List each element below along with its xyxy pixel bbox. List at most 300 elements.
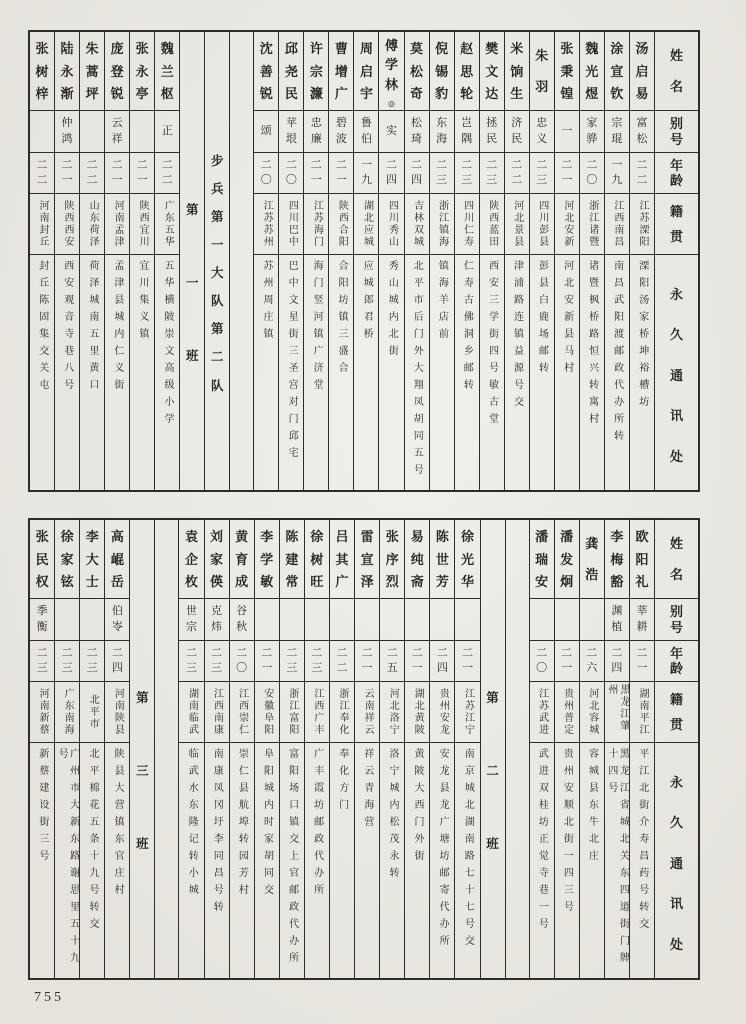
alias-cell	[330, 599, 354, 641]
name-cell	[580, 520, 604, 599]
address-cell	[530, 255, 554, 490]
person-address: 安龙县龙广塘坊邮寄代办所	[437, 748, 449, 952]
name-cell	[430, 520, 454, 599]
person-name: 刘 家 偀	[210, 528, 224, 590]
person-name: 莫 松 奇	[410, 40, 424, 102]
person-origin: 江西崇仁	[236, 688, 248, 736]
person-name: 袁 企 枚	[184, 528, 198, 590]
origin-cell	[354, 194, 378, 255]
person-address: 祥云青海营	[361, 748, 373, 833]
person-name: 樊 文 达	[485, 40, 499, 102]
name-cell	[55, 32, 79, 111]
person-name: 徐 树 旺	[310, 528, 324, 590]
name-cell	[279, 32, 303, 111]
person-address: 海门竖河镇广济堂	[311, 260, 323, 396]
person-origin: 江西南康	[211, 688, 223, 736]
address-cell	[530, 743, 554, 978]
person-column	[579, 520, 604, 978]
person-column	[30, 32, 54, 490]
person-alias: 仲 鸿	[61, 117, 73, 145]
person-age: 二 四	[411, 159, 423, 186]
page-number: 755	[34, 990, 64, 1005]
alias-cell	[254, 111, 278, 153]
person-age: 二 一	[335, 159, 347, 186]
name-cell	[630, 32, 654, 111]
address-cell	[430, 255, 454, 490]
person-alias	[330, 599, 354, 640]
person-origin: 河北洛宁	[387, 688, 399, 736]
person-alias	[305, 599, 329, 640]
person-column	[178, 520, 203, 978]
person-alias: 松 琦	[411, 117, 423, 145]
alias-cell	[354, 111, 378, 153]
age-cell	[179, 641, 203, 682]
person-column	[404, 520, 429, 978]
alias-cell	[430, 599, 454, 641]
origin-cell	[555, 194, 579, 255]
alias-cell	[304, 111, 328, 153]
name-cell	[205, 520, 229, 599]
person-age: 二 三	[536, 159, 548, 186]
person-name: 张 序 烈	[385, 528, 399, 590]
field-header-cell	[655, 32, 698, 111]
person-age: 二 〇	[285, 159, 297, 186]
person-column	[254, 520, 279, 978]
person-origin: 河南陕县	[112, 688, 124, 736]
age-cell	[555, 641, 579, 682]
origin-cell	[580, 194, 604, 255]
person-age: 二 四	[111, 647, 123, 674]
alias-cell	[355, 599, 379, 641]
alias-cell	[555, 599, 579, 641]
person-alias	[80, 111, 104, 152]
person-alias	[555, 599, 579, 640]
name-cell	[480, 32, 504, 111]
person-alias: 宗 琨	[611, 117, 623, 145]
name-cell	[455, 520, 479, 599]
name-cell	[130, 32, 154, 111]
person-origin: 湖北黄陂	[412, 688, 424, 736]
person-age: 二 一	[61, 159, 73, 186]
field-header-label-name: 姓 名	[669, 48, 683, 94]
name-cell	[179, 520, 203, 599]
origin-cell	[305, 682, 329, 743]
person-age: 二 三	[486, 159, 498, 186]
table-gap	[28, 492, 746, 518]
field-header-cell	[655, 255, 698, 490]
alias-cell	[555, 111, 579, 153]
person-column	[129, 32, 154, 490]
alias-cell	[530, 599, 554, 641]
address-cell	[55, 743, 79, 978]
person-origin: 湖北应城	[361, 200, 373, 248]
name-cell	[379, 32, 403, 111]
person-address: 临武水东隆记转小城	[186, 748, 198, 901]
address-cell	[455, 255, 479, 490]
person-address: 黑龙江省城北关东四道街门牌十四号	[605, 748, 629, 969]
address-cell	[480, 255, 504, 490]
person-origin: 广东五华	[162, 200, 174, 248]
person-alias	[80, 599, 104, 640]
person-origin: 贵州安龙	[437, 688, 449, 736]
age-cell	[80, 153, 104, 194]
person-name: 沈 善 锐	[259, 40, 273, 102]
alias-cell	[55, 599, 79, 641]
person-column	[104, 520, 129, 978]
origin-cell	[254, 194, 278, 255]
origin-cell	[455, 682, 479, 743]
person-age: 二 三	[86, 647, 98, 674]
person-origin: 四川秀山	[386, 200, 398, 248]
age-cell	[230, 641, 254, 682]
person-address: 新蔡建设街三号	[36, 748, 48, 867]
person-age: 二 三	[61, 647, 73, 674]
address-cell	[605, 255, 629, 490]
name-cell	[430, 32, 454, 111]
person-age: 二 三	[461, 159, 473, 186]
address-cell	[254, 255, 278, 490]
person-origin: 河南新蔡	[37, 688, 49, 736]
person-age: 二 四	[436, 647, 448, 674]
origin-cell	[330, 682, 354, 743]
field-header-cell	[655, 599, 698, 641]
origin-cell	[280, 682, 304, 743]
person-age: 二 四	[386, 159, 397, 186]
field-header-label-address: 永 久 通 讯 处	[669, 286, 683, 464]
address-cell	[130, 255, 154, 490]
age-cell	[630, 153, 654, 194]
person-address: 陕县大营镇东官庄村	[112, 748, 124, 901]
origin-cell	[179, 682, 203, 743]
field-header-cell	[655, 520, 698, 599]
origin-cell	[530, 194, 554, 255]
field-header-label-address: 永 久 通 讯 处	[669, 774, 683, 952]
person-origin: 陕西宜川	[137, 200, 149, 248]
age-cell	[530, 641, 554, 682]
person-column	[54, 32, 79, 490]
origin-cell	[379, 194, 403, 255]
age-cell	[430, 153, 454, 194]
age-cell	[505, 153, 529, 194]
alias-cell	[179, 599, 203, 641]
person-age: 二 一	[561, 647, 573, 674]
person-origin: 四川彭县	[536, 200, 548, 248]
field-header-cell	[655, 743, 698, 978]
origin-cell	[455, 194, 479, 255]
field-header-label-alias: 别 号	[669, 116, 683, 147]
field-header-label-origin: 籍 贯	[669, 692, 683, 732]
alias-cell	[605, 599, 629, 641]
name-cell	[330, 520, 354, 599]
name-cell	[230, 520, 254, 599]
person-column	[30, 520, 54, 978]
roster-table-top	[28, 30, 700, 492]
age-cell	[405, 153, 429, 194]
person-alias: 伯 岺	[111, 605, 123, 633]
address-cell	[55, 255, 79, 490]
address-cell	[30, 743, 54, 978]
person-age: 二 〇	[536, 647, 548, 674]
age-cell	[455, 641, 479, 682]
origin-cell	[205, 682, 229, 743]
person-address: 洛宁城内松茂永转	[386, 748, 398, 884]
age-cell	[355, 641, 379, 682]
person-name: 赵 思 轮	[460, 40, 474, 102]
section-label: 步 兵 第 一 大 队 第 二 队	[210, 154, 224, 393]
age-cell	[430, 641, 454, 682]
person-name: 米 饷 生	[510, 40, 524, 102]
person-origin: 河北安新	[561, 200, 573, 248]
name-cell	[304, 32, 328, 111]
person-alias: 正	[161, 125, 173, 137]
circled-annotation-mark: ◎	[388, 99, 395, 108]
address-cell	[630, 255, 654, 490]
address-cell	[280, 743, 304, 978]
person-column	[278, 32, 303, 490]
person-name: 魏 光 煜	[585, 40, 599, 102]
person-alias: 苹 垠	[285, 117, 297, 145]
person-alias	[455, 599, 479, 640]
person-column	[79, 32, 104, 490]
alias-cell	[630, 599, 654, 641]
age-cell	[105, 641, 129, 682]
alias-cell	[405, 599, 429, 641]
address-cell	[354, 255, 378, 490]
person-alias	[405, 599, 429, 640]
name-cell	[329, 32, 353, 111]
alias-cell	[455, 111, 479, 153]
age-cell	[480, 153, 504, 194]
person-origin: 河南封丘	[36, 200, 48, 248]
person-origin: 陕西西安	[62, 200, 74, 248]
address-cell	[380, 743, 404, 978]
origin-cell	[30, 194, 54, 255]
person-origin: 河南孟津	[112, 200, 124, 248]
person-name: 陈 世 芳	[435, 528, 449, 590]
age-cell	[55, 641, 79, 682]
person-age: 二 〇	[586, 159, 598, 186]
address-cell	[255, 743, 279, 978]
person-address: 南京城北湖南路七十七号交	[462, 748, 474, 952]
person-alias: 家 骅	[586, 117, 598, 145]
origin-cell	[304, 194, 328, 255]
origin-cell	[279, 194, 303, 255]
person-age: 二 三	[211, 647, 223, 674]
person-alias: 实	[386, 125, 397, 137]
alias-cell	[379, 111, 403, 153]
address-cell	[580, 255, 604, 490]
person-age: 二 一	[636, 647, 648, 674]
person-address: 奉化方门	[336, 748, 348, 816]
person-alias: 鲁 伯	[360, 117, 372, 145]
person-origin: 江苏江宁	[462, 688, 474, 736]
name-cell	[55, 520, 79, 599]
address-cell	[555, 255, 579, 490]
age-cell	[354, 153, 378, 194]
person-name: 庞 登 锐	[110, 40, 124, 102]
person-age: 二 三	[36, 647, 48, 674]
person-origin: 江苏苏州	[261, 200, 273, 248]
name-cell	[405, 520, 429, 599]
person-name: 徐 家 铉	[60, 528, 74, 590]
alias-cell	[329, 111, 353, 153]
name-cell	[254, 32, 278, 111]
address-cell	[105, 255, 129, 490]
person-age: 二 五	[386, 647, 398, 674]
person-name: 徐 光 华	[460, 528, 474, 590]
name-cell	[530, 32, 554, 111]
age-cell	[380, 641, 404, 682]
address-cell	[179, 743, 203, 978]
alias-cell	[380, 599, 404, 641]
alias-cell	[130, 111, 154, 153]
person-column	[404, 32, 429, 490]
name-cell	[605, 32, 629, 111]
person-alias	[30, 111, 54, 152]
person-origin: 云南祥云	[362, 688, 374, 736]
address-cell	[230, 743, 254, 978]
person-column	[429, 520, 454, 978]
alias-cell	[105, 111, 129, 153]
origin-cell	[329, 194, 353, 255]
field-header-label-age: 年 龄	[669, 157, 683, 189]
person-age: 一 九	[360, 159, 372, 186]
person-address: 容城县东牛北庄	[586, 748, 598, 867]
person-column	[554, 32, 579, 490]
person-alias	[55, 599, 79, 640]
person-origin: 江西南昌	[611, 200, 623, 248]
person-alias: 世 宗	[185, 605, 197, 633]
section-label-column	[129, 520, 154, 978]
person-column	[554, 520, 579, 978]
person-alias	[580, 599, 604, 640]
person-origin: 湖南临武	[186, 688, 198, 736]
alias-cell	[230, 599, 254, 641]
origin-cell	[55, 682, 79, 743]
address-cell	[405, 743, 429, 978]
name-cell	[80, 32, 104, 111]
alias-cell	[580, 599, 604, 641]
section-label-column	[179, 32, 204, 490]
person-age: 二 三	[286, 647, 298, 674]
person-origin: 河北景县	[511, 200, 523, 248]
person-age: 二 一	[136, 159, 148, 186]
origin-cell	[55, 194, 79, 255]
person-alias: 一	[561, 125, 573, 137]
person-address: 应城郎君桥	[361, 260, 373, 345]
alias-cell	[279, 111, 303, 153]
alias-cell	[255, 599, 279, 641]
alias-cell	[55, 111, 79, 153]
person-column	[504, 32, 529, 490]
age-cell	[55, 153, 79, 194]
person-alias	[280, 599, 304, 640]
address-cell	[405, 255, 429, 490]
person-origin: 北平市	[87, 694, 99, 730]
person-address: 河北安新县马村	[561, 260, 573, 379]
person-address: 镇海羊店前	[436, 260, 448, 345]
person-alias	[380, 599, 404, 640]
origin-cell	[580, 682, 604, 743]
address-cell	[555, 743, 579, 978]
origin-cell	[555, 682, 579, 743]
person-column	[429, 32, 454, 490]
person-address: 广州市大新东路谢思里五十九号	[56, 748, 79, 969]
alias-cell	[30, 111, 54, 153]
person-name: 潘 瑞 安	[535, 528, 549, 590]
origin-cell	[155, 194, 179, 255]
person-age: 二 一	[411, 647, 423, 674]
name-cell	[530, 520, 554, 599]
person-age: 二 二	[161, 159, 173, 186]
section-label: 第 三 班	[136, 691, 149, 851]
age-cell	[555, 153, 579, 194]
person-alias	[255, 599, 279, 640]
address-cell	[155, 255, 179, 490]
name-cell	[605, 520, 629, 599]
alias-cell	[80, 599, 104, 641]
age-cell	[254, 153, 278, 194]
alias-cell	[530, 111, 554, 153]
person-column	[379, 520, 404, 978]
spacer-column	[229, 32, 253, 490]
section-label: 第 二 班	[486, 691, 499, 851]
person-age: 二 一	[361, 647, 373, 674]
person-column	[454, 520, 479, 978]
name-cell	[80, 520, 104, 599]
person-column	[154, 32, 179, 490]
name-cell	[30, 520, 54, 599]
alias-cell	[405, 111, 429, 153]
origin-cell	[605, 194, 629, 255]
name-cell	[580, 32, 604, 111]
name-cell	[555, 32, 579, 111]
person-column	[604, 32, 629, 490]
person-age: 二 一	[561, 159, 573, 186]
age-cell	[630, 641, 654, 682]
person-alias	[355, 599, 379, 640]
person-address: 宜川集义镇	[136, 260, 148, 345]
origin-cell	[630, 194, 654, 255]
age-cell	[305, 641, 329, 682]
origin-cell	[505, 194, 529, 255]
address-cell	[505, 255, 529, 490]
address-cell	[80, 743, 104, 978]
alias-cell	[305, 599, 329, 641]
origin-cell	[355, 682, 379, 743]
person-address: 孟津县城内仁义街	[111, 260, 123, 396]
name-cell	[355, 520, 379, 599]
age-cell	[605, 641, 629, 682]
address-cell	[80, 255, 104, 490]
field-header-label-alias: 别 号	[669, 604, 683, 635]
person-origin: 安徽阜阳	[261, 688, 273, 736]
origin-cell	[405, 194, 429, 255]
person-address: 秀山城内北街	[386, 260, 398, 362]
age-cell	[155, 153, 179, 194]
name-cell	[155, 32, 179, 111]
person-origin: 山东荷泽	[87, 200, 99, 248]
person-column	[629, 32, 654, 490]
person-name: 陈 建 常	[285, 528, 299, 590]
person-age: 二 二	[86, 159, 98, 186]
person-address: 贵州安顺北街一四三号	[561, 748, 573, 918]
person-address: 广丰霞坊邮政代办所	[311, 748, 323, 901]
name-cell	[380, 520, 404, 599]
age-cell	[30, 641, 54, 682]
person-name: 张 永 亭	[135, 40, 149, 102]
age-cell	[580, 153, 604, 194]
